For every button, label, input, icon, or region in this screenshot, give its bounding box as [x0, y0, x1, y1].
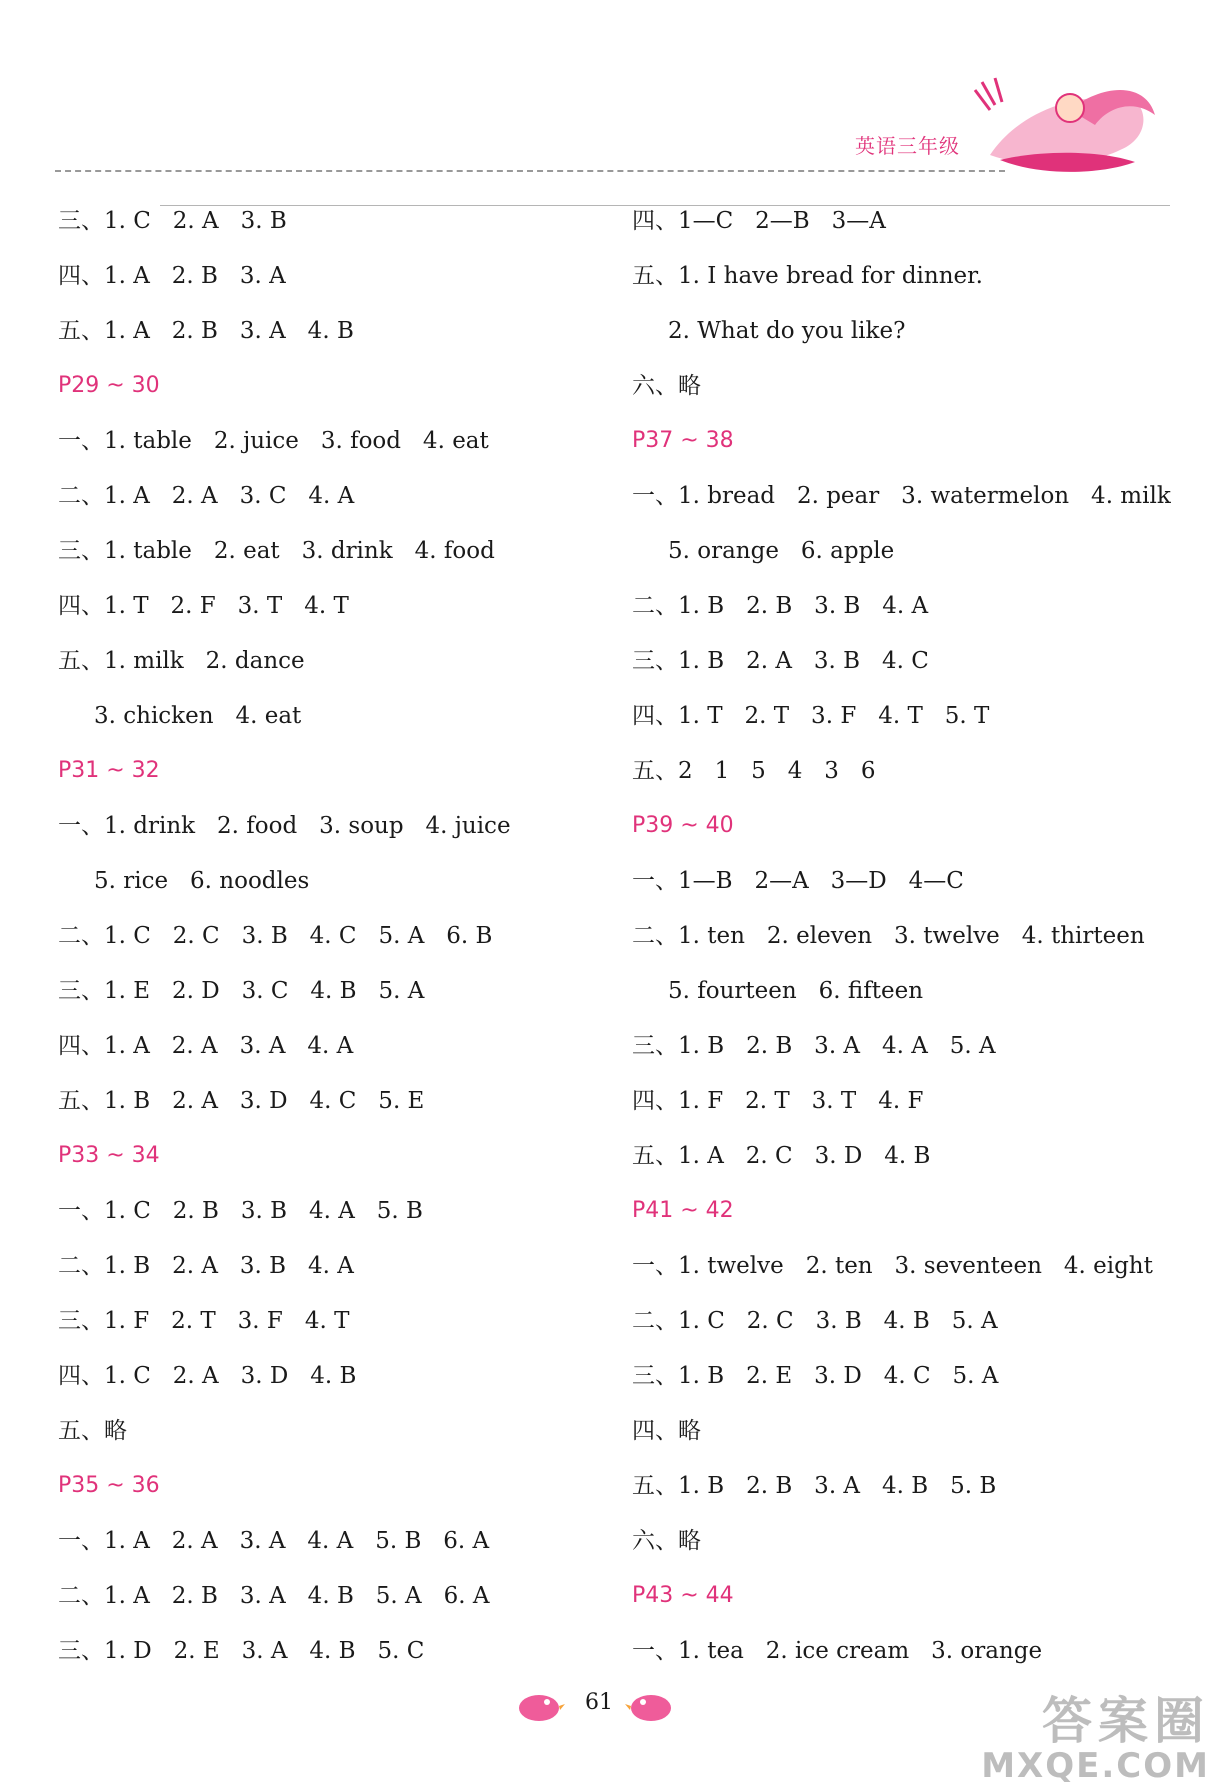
pink-bird-icon — [625, 1688, 675, 1724]
answer-line: 六、略 — [632, 373, 701, 399]
answer-line: 五、2 1 5 4 3 6 — [632, 758, 876, 784]
answer-line: 四、1. T 2. F 3. T 4. T — [58, 593, 349, 619]
answer-line: 五、1. A 2. C 3. D 4. B — [632, 1143, 931, 1169]
answer-line: 三、1. C 2. A 3. B — [58, 208, 287, 234]
answer-line: 5. orange 6. apple — [668, 538, 895, 564]
answer-line: 四、1. C 2. A 3. D 4. B — [58, 1363, 357, 1389]
watermark-url: MXQE.COM — [981, 1746, 1210, 1786]
section-heading: P41 ~ 42 — [632, 1198, 734, 1223]
answer-line: 二、1. B 2. A 3. B 4. A — [58, 1253, 354, 1279]
section-heading: P29 ~ 30 — [58, 373, 160, 398]
answer-line: 三、1. table 2. eat 3. drink 4. food — [58, 538, 495, 564]
answer-line: 三、1. B 2. A 3. B 4. C — [632, 648, 929, 674]
surfing-girl-icon — [960, 70, 1160, 185]
answer-line: 五、1. I have bread for dinner. — [632, 263, 983, 289]
answer-line: 一、1. A 2. A 3. A 4. A 5. B 6. A — [58, 1528, 490, 1554]
answer-line: 二、1. C 2. C 3. B 4. B 5. A — [632, 1308, 998, 1334]
section-heading: P33 ~ 34 — [58, 1143, 160, 1168]
answer-line: 四、1—C 2—B 3—A — [632, 208, 886, 234]
answer-line: 六、略 — [632, 1528, 701, 1554]
answer-line: 一、1. twelve 2. ten 3. seventeen 4. eight — [632, 1253, 1153, 1279]
answer-line: 二、1. B 2. B 3. B 4. A — [632, 593, 929, 619]
answer-line: 四、1. A 2. B 3. A — [58, 263, 286, 289]
answer-line: 五、1. milk 2. dance — [58, 648, 305, 674]
answer-line: 三、1. E 2. D 3. C 4. B 5. A — [58, 978, 425, 1004]
answer-line: 四、1. F 2. T 3. T 4. F — [632, 1088, 924, 1114]
page-number: 61 — [585, 1690, 613, 1715]
right-answer-column — [632, 198, 1172, 1683]
answer-line: 二、1. C 2. C 3. B 4. C 5. A 6. B — [58, 923, 493, 949]
watermark-text: 答案圈 — [1042, 1692, 1210, 1750]
answer-line: 四、略 — [632, 1418, 701, 1444]
section-heading: P39 ~ 40 — [632, 813, 734, 838]
section-heading: P31 ~ 32 — [58, 758, 160, 783]
answer-line: 二、1. A 2. B 3. A 4. B 5. A 6. A — [58, 1583, 490, 1609]
left-answer-column — [58, 198, 598, 1683]
answer-line: 二、1. ten 2. eleven 3. twelve 4. thirteen — [632, 923, 1145, 949]
answer-line: 四、1. T 2. T 3. F 4. T 5. T — [632, 703, 990, 729]
answer-line: 一、1. table 2. juice 3. food 4. eat — [58, 428, 489, 454]
section-heading: P37 ~ 38 — [632, 428, 734, 453]
answer-line: 四、1. A 2. A 3. A 4. A — [58, 1033, 354, 1059]
answer-line: 五、1. A 2. B 3. A 4. B — [58, 318, 354, 344]
answer-line: 五、1. B 2. A 3. D 4. C 5. E — [58, 1088, 425, 1114]
answer-line: 5. fourteen 6. fifteen — [668, 978, 924, 1004]
answer-line: 一、1. bread 2. pear 3. watermelon 4. milk — [632, 483, 1171, 509]
answer-line: 5. rice 6. noodles — [94, 868, 310, 894]
subject-label: 英语三年级 — [855, 134, 960, 158]
answer-line: 三、1. B 2. E 3. D 4. C 5. A — [632, 1363, 999, 1389]
answer-line: 二、1. A 2. A 3. C 4. A — [58, 483, 355, 509]
answer-line: 五、1. B 2. B 3. A 4. B 5. B — [632, 1473, 997, 1499]
answer-line: 三、1. F 2. T 3. F 4. T — [58, 1308, 350, 1334]
section-heading: P35 ~ 36 — [58, 1473, 160, 1498]
answer-line: 五、略 — [58, 1418, 127, 1444]
answer-line: 三、1. D 2. E 3. A 4. B 5. C — [58, 1638, 425, 1664]
answer-line: 一、1—B 2—A 3—D 4—C — [632, 868, 964, 894]
pink-bird-icon — [515, 1688, 565, 1724]
answer-line: 一、1. C 2. B 3. B 4. A 5. B — [58, 1198, 423, 1224]
answer-line: 一、1. drink 2. food 3. soup 4. juice — [58, 813, 511, 839]
watermark — [981, 1694, 1210, 1784]
section-heading: P43 ~ 44 — [632, 1583, 734, 1608]
answer-line: 3. chicken 4. eat — [94, 703, 302, 729]
header-dotted-rule — [55, 170, 1005, 172]
answer-line: 三、1. B 2. B 3. A 4. A 5. A — [632, 1033, 996, 1059]
answer-line: 2. What do you like? — [668, 318, 906, 344]
answer-line: 一、1. tea 2. ice cream 3. orange — [632, 1638, 1043, 1664]
